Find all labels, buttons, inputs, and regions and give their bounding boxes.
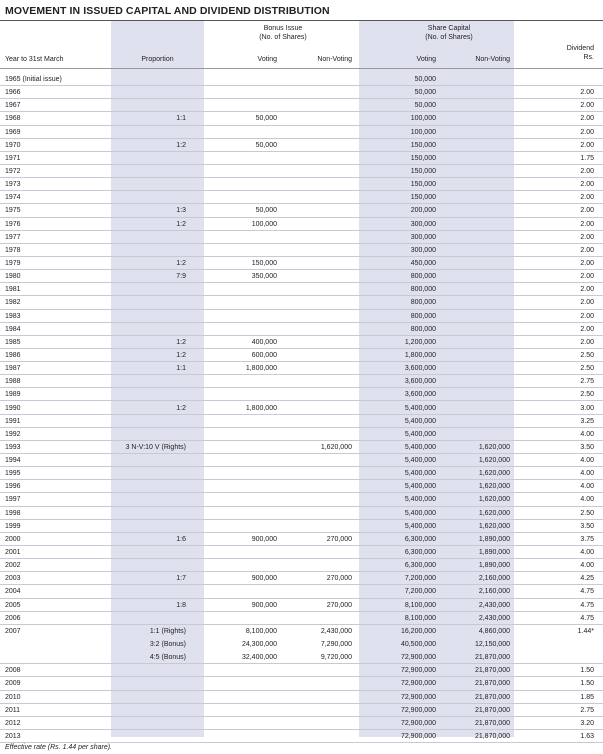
share-voting-cell: 8,100,000 xyxy=(404,601,436,609)
dividend-cell: 2.00 xyxy=(580,102,594,110)
bonus-voting-cell: 50,000 xyxy=(255,141,277,149)
share-voting-cell: 3,600,000 xyxy=(404,391,436,399)
table-row xyxy=(0,546,603,559)
dividend-cell: 4.25 xyxy=(580,575,594,583)
share-voting-cell: 50,000 xyxy=(414,89,436,97)
bonus-voting-cell: 600,000 xyxy=(251,351,277,359)
share-voting-cell: 5,400,000 xyxy=(404,470,436,478)
table-row xyxy=(0,388,603,401)
share-nonvoting-column-header: Non-Voting xyxy=(475,56,510,63)
proportion-cell: 1:6 xyxy=(176,535,186,543)
dividend-cell: 2.00 xyxy=(580,128,594,136)
dividend-cell: 3.20 xyxy=(580,719,594,727)
bonus-voting-cell: 8,100,000 xyxy=(245,627,277,635)
share-voting-cell: 5,400,000 xyxy=(404,443,436,451)
share-voting-cell: 5,400,000 xyxy=(404,496,436,504)
proportion-column-header: Proportion xyxy=(141,56,174,63)
share-voting-cell: 6,300,000 xyxy=(404,549,436,557)
share-voting-cell: 50,000 xyxy=(414,76,436,83)
year-cell: 1992 xyxy=(5,430,21,438)
proportion-cell: 7:9 xyxy=(176,273,186,281)
dividend-cell: 4.00 xyxy=(580,483,594,491)
share-nonvoting-cell: 1,620,000 xyxy=(478,443,510,451)
proportion-cell: 1:7 xyxy=(176,575,186,583)
dividend-cell: 1.63 xyxy=(580,733,594,740)
share-voting-cell: 300,000 xyxy=(410,220,436,228)
share-voting-cell: 800,000 xyxy=(410,312,436,320)
dividend-cell: 4.00 xyxy=(580,562,594,570)
share-voting-cell: 450,000 xyxy=(410,259,436,267)
share-nonvoting-cell: 21,870,000 xyxy=(474,654,510,662)
share-nonvoting-cell: 2,430,000 xyxy=(478,614,510,622)
year-cell: 2005 xyxy=(5,601,21,609)
year-cell: 2001 xyxy=(5,549,21,557)
table-row xyxy=(0,454,603,467)
year-cell: 1972 xyxy=(5,167,21,175)
share-voting-cell: 72,900,000 xyxy=(400,706,436,714)
dividend-cell: 1.85 xyxy=(580,693,594,701)
page-title: MOVEMENT IN ISSUED CAPITAL AND DIVIDEND DISTRIBUTION xyxy=(5,5,330,17)
share-nonvoting-cell: 1,620,000 xyxy=(478,470,510,478)
bonus-voting-column-header: Voting xyxy=(257,56,277,63)
dividend-cell: 2.00 xyxy=(580,167,594,175)
table-row xyxy=(0,402,603,415)
proportion-cell: 1:2 xyxy=(176,338,186,346)
table-row xyxy=(0,204,603,217)
share-voting-cell: 150,000 xyxy=(410,194,436,202)
share-nonvoting-cell: 2,430,000 xyxy=(478,601,510,609)
share-nonvoting-cell: 21,870,000 xyxy=(474,680,510,688)
dividend-cell: 4.75 xyxy=(580,588,594,596)
year-cell: 2011 xyxy=(5,706,21,714)
share-voting-cell: 3,600,000 xyxy=(404,378,436,386)
table-row xyxy=(0,362,603,375)
share-capital-group-header xyxy=(395,25,503,42)
share-voting-cell: 5,400,000 xyxy=(404,457,436,465)
table-row xyxy=(0,349,603,362)
proportion-cell: 1:1 (Rights) xyxy=(149,627,186,635)
share-voting-cell: 800,000 xyxy=(410,273,436,281)
table-row xyxy=(0,244,603,257)
share-voting-cell: 40,500,000 xyxy=(400,641,436,649)
table-row xyxy=(0,139,603,152)
proportion-cell: 3 N-V:10 V (Rights) xyxy=(125,443,186,451)
proportion-cell: 1:2 xyxy=(176,141,186,149)
table-row xyxy=(0,165,603,178)
share-voting-cell: 6,300,000 xyxy=(404,562,436,570)
dividend-cell: 4.75 xyxy=(580,614,594,622)
share-voting-cell: 150,000 xyxy=(410,167,436,175)
share-voting-cell: 72,900,000 xyxy=(400,719,436,727)
table-row xyxy=(0,323,603,336)
table-row xyxy=(0,585,603,598)
table-row xyxy=(0,691,603,704)
table-row xyxy=(0,717,603,730)
proportion-cell: 1:2 xyxy=(176,220,186,228)
year-cell: 1999 xyxy=(5,522,21,530)
year-cell: 1984 xyxy=(5,325,21,333)
bonus-voting-cell: 100,000 xyxy=(251,220,277,228)
bonus-issue-unit: (No. of Shares) xyxy=(259,33,307,41)
table-row xyxy=(0,257,603,270)
bonus-voting-cell: 400,000 xyxy=(251,338,277,346)
year-cell: 1993 xyxy=(5,443,21,451)
share-voting-cell: 72,900,000 xyxy=(400,667,436,675)
share-nonvoting-cell: 1,620,000 xyxy=(478,522,510,530)
table-row xyxy=(0,231,603,244)
year-cell: 2010 xyxy=(5,693,21,701)
year-cell: 1994 xyxy=(5,457,21,465)
share-nonvoting-cell: 2,160,000 xyxy=(478,575,510,583)
share-nonvoting-cell: 1,620,000 xyxy=(478,483,510,491)
share-voting-cell: 1,200,000 xyxy=(404,338,436,346)
year-cell: 1974 xyxy=(5,194,21,202)
dividend-cell: 4.00 xyxy=(580,549,594,557)
share-nonvoting-cell: 1,620,000 xyxy=(478,496,510,504)
share-voting-cell: 7,200,000 xyxy=(404,575,436,583)
dividend-cell: 2.00 xyxy=(580,312,594,320)
dividend-cell: 4.00 xyxy=(580,470,594,478)
table-row xyxy=(0,572,603,585)
table-row xyxy=(0,664,603,677)
share-nonvoting-cell: 21,870,000 xyxy=(474,719,510,727)
table-row xyxy=(0,625,603,638)
bonus-voting-cell: 150,000 xyxy=(251,259,277,267)
share-nonvoting-cell: 1,890,000 xyxy=(478,562,510,570)
dividend-cell: 4.75 xyxy=(580,601,594,609)
year-cell: 1988 xyxy=(5,378,21,386)
header-bottom-rule xyxy=(0,68,603,69)
year-cell: 1970 xyxy=(5,141,21,149)
year-cell: 1967 xyxy=(5,102,21,110)
proportion-cell: 3:2 (Bonus) xyxy=(149,641,186,649)
share-voting-cell: 8,100,000 xyxy=(404,614,436,622)
bonus-voting-cell: 24,300,000 xyxy=(241,641,277,649)
share-voting-cell: 6,300,000 xyxy=(404,535,436,543)
table-row xyxy=(0,152,603,165)
table-row xyxy=(0,283,603,296)
year-cell: 1986 xyxy=(5,351,21,359)
dividend-cell: 1.50 xyxy=(580,680,594,688)
dividend-cell: 2.50 xyxy=(580,391,594,399)
share-voting-cell: 100,000 xyxy=(410,115,436,123)
share-nonvoting-cell: 21,870,000 xyxy=(474,706,510,714)
dividend-cell: 2.00 xyxy=(580,207,594,215)
dividend-cell: 2.00 xyxy=(580,115,594,123)
proportion-cell: 1:1 xyxy=(176,365,186,373)
table-row xyxy=(0,73,603,86)
year-cell: 1978 xyxy=(5,246,21,254)
table-row xyxy=(0,99,603,112)
table-row xyxy=(0,296,603,309)
table-row xyxy=(0,270,603,283)
table-row xyxy=(0,507,603,520)
dividend-cell: 2.00 xyxy=(580,181,594,189)
table-row xyxy=(0,428,603,441)
bonus-nonvoting-cell: 270,000 xyxy=(326,575,352,583)
table-row xyxy=(0,112,603,125)
bonus-voting-cell: 900,000 xyxy=(251,535,277,543)
table-row xyxy=(0,441,603,454)
year-cell: 1968 xyxy=(5,115,21,123)
share-voting-cell: 16,200,000 xyxy=(400,627,436,635)
share-voting-cell: 5,400,000 xyxy=(404,509,436,517)
table-row xyxy=(0,310,603,323)
table-row xyxy=(0,638,603,651)
dividend-cell: 2.00 xyxy=(580,259,594,267)
share-nonvoting-cell: 1,890,000 xyxy=(478,549,510,557)
proportion-cell: 1:1 xyxy=(176,115,186,123)
year-cell: 1985 xyxy=(5,338,21,346)
year-cell: 2003 xyxy=(5,575,21,583)
dividend-cell: 2.00 xyxy=(580,246,594,254)
share-voting-column-header: Voting xyxy=(416,56,436,63)
year-cell: 2002 xyxy=(5,562,21,570)
bonus-nonvoting-cell: 7,290,000 xyxy=(320,641,352,649)
share-voting-cell: 800,000 xyxy=(410,286,436,294)
share-voting-cell: 7,200,000 xyxy=(404,588,436,596)
share-voting-cell: 3,600,000 xyxy=(404,365,436,373)
table-row xyxy=(0,599,603,612)
share-voting-cell: 300,000 xyxy=(410,233,436,241)
year-cell: 1990 xyxy=(5,404,21,412)
year-cell: 2013 xyxy=(5,733,21,740)
year-cell: 1989 xyxy=(5,391,21,399)
table-row xyxy=(0,336,603,349)
dividend-cell: 2.00 xyxy=(580,286,594,294)
dividend-cell: 2.00 xyxy=(580,338,594,346)
year-cell: 1975 xyxy=(5,207,21,215)
bonus-nonvoting-cell: 1,620,000 xyxy=(320,443,352,451)
table-row xyxy=(0,612,603,625)
year-cell: 2006 xyxy=(5,614,21,622)
dividend-cell: 4.00 xyxy=(580,457,594,465)
table-row xyxy=(0,126,603,139)
dividend-cell: 2.00 xyxy=(580,273,594,281)
dividend-cell: 2.50 xyxy=(580,351,594,359)
year-cell: 1981 xyxy=(5,286,21,294)
dividend-cell: 2.00 xyxy=(580,325,594,333)
year-cell: 1987 xyxy=(5,365,21,373)
dividend-cell: 3.50 xyxy=(580,522,594,530)
year-cell: 1973 xyxy=(5,181,21,189)
bonus-voting-cell: 900,000 xyxy=(251,601,277,609)
table-row xyxy=(0,559,603,572)
dividend-cell: 1.75 xyxy=(580,154,594,162)
dividend-cell: 2.00 xyxy=(580,220,594,228)
share-voting-cell: 150,000 xyxy=(410,154,436,162)
year-cell: 1983 xyxy=(5,312,21,320)
year-cell: 1971 xyxy=(5,154,21,162)
share-nonvoting-cell: 1,620,000 xyxy=(478,509,510,517)
year-cell: 1969 xyxy=(5,128,21,136)
year-cell: 2012 xyxy=(5,719,21,727)
dividend-cell: 2.00 xyxy=(580,141,594,149)
dividend-cell: 1.50 xyxy=(580,667,594,675)
dividend-cell: 2.00 xyxy=(580,299,594,307)
year-cell: 1995 xyxy=(5,470,21,478)
bonus-voting-cell: 350,000 xyxy=(251,273,277,281)
share-voting-cell: 150,000 xyxy=(410,181,436,189)
year-cell: 1980 xyxy=(5,273,21,281)
bonus-voting-cell: 50,000 xyxy=(255,207,277,215)
table-row xyxy=(0,651,603,664)
dividend-label: Dividend xyxy=(566,45,594,52)
footnote: Effective rate (Rs. 1.44 per share). xyxy=(5,744,112,751)
share-voting-cell: 5,400,000 xyxy=(404,522,436,530)
year-cell: 1998 xyxy=(5,509,21,517)
bonus-issue-group-header xyxy=(230,25,336,42)
share-nonvoting-cell: 4,860,000 xyxy=(478,627,510,635)
share-capital-label: Share Capital xyxy=(427,25,471,32)
proportion-cell: 1:2 xyxy=(176,404,186,412)
bonus-voting-cell: 32,400,000 xyxy=(241,654,277,662)
table-row xyxy=(0,677,603,690)
dividend-cell: 3.00 xyxy=(580,404,594,412)
share-voting-cell: 72,900,000 xyxy=(400,693,436,701)
share-voting-cell: 1,800,000 xyxy=(404,351,436,359)
share-voting-cell: 800,000 xyxy=(410,325,436,333)
year-cell: 1965 (Initial issue) xyxy=(5,76,62,83)
table-row xyxy=(0,704,603,717)
bonus-nonvoting-cell: 2,430,000 xyxy=(320,627,352,635)
year-cell: 1997 xyxy=(5,496,21,504)
bonus-issue-label: Bonus Issue xyxy=(263,25,303,32)
table-row xyxy=(0,520,603,533)
table-row xyxy=(0,191,603,204)
table-row xyxy=(0,178,603,191)
dividend-cell: 4.00 xyxy=(580,496,594,504)
share-nonvoting-cell: 12,150,000 xyxy=(474,641,510,649)
share-voting-cell: 50,000 xyxy=(414,102,436,110)
share-voting-cell: 800,000 xyxy=(410,299,436,307)
year-cell: 2009 xyxy=(5,680,21,688)
share-voting-cell: 300,000 xyxy=(410,246,436,254)
share-voting-cell: 5,400,000 xyxy=(404,404,436,412)
year-cell: 1996 xyxy=(5,483,21,491)
bonus-nonvoting-column-header: Non-Voting xyxy=(317,56,352,63)
table-row xyxy=(0,533,603,546)
table-row xyxy=(0,415,603,428)
dividend-cell: 2.00 xyxy=(580,89,594,97)
table-row xyxy=(0,86,603,99)
share-voting-cell: 5,400,000 xyxy=(404,430,436,438)
share-capital-unit: (No. of Shares) xyxy=(425,33,473,41)
share-nonvoting-cell: 1,620,000 xyxy=(478,457,510,465)
table-row xyxy=(0,467,603,480)
share-voting-cell: 72,900,000 xyxy=(400,733,436,740)
year-column-header: Year to 31st March xyxy=(5,56,64,63)
year-cell: 1979 xyxy=(5,259,21,267)
dividend-cell: 3.25 xyxy=(580,417,594,425)
table-row xyxy=(0,375,603,388)
dividend-header xyxy=(540,45,594,62)
proportion-cell: 1:2 xyxy=(176,259,186,267)
dividend-cell: 2.50 xyxy=(580,509,594,517)
dividend-cell: 2.00 xyxy=(580,194,594,202)
year-cell: 2004 xyxy=(5,588,21,596)
share-nonvoting-cell: 1,890,000 xyxy=(478,535,510,543)
dividend-cell: 4.00 xyxy=(580,430,594,438)
year-cell: 1977 xyxy=(5,233,21,241)
year-cell: 1966 xyxy=(5,89,21,97)
share-nonvoting-cell: 21,870,000 xyxy=(474,693,510,701)
table-row xyxy=(0,730,603,743)
dividend-cell: 3.75 xyxy=(580,535,594,543)
dividend-cell: 2.50 xyxy=(580,365,594,373)
dividend-cell: 2.75 xyxy=(580,378,594,386)
table-row xyxy=(0,218,603,231)
proportion-cell: 1:2 xyxy=(176,351,186,359)
dividend-unit: Rs. xyxy=(583,53,594,61)
share-voting-cell: 72,900,000 xyxy=(400,654,436,662)
bonus-nonvoting-cell: 9,720,000 xyxy=(320,654,352,662)
dividend-cell: 2.00 xyxy=(580,233,594,241)
bonus-voting-cell: 900,000 xyxy=(251,575,277,583)
share-nonvoting-cell: 21,870,000 xyxy=(474,733,510,740)
table-row xyxy=(0,493,603,506)
bonus-voting-cell: 50,000 xyxy=(255,115,277,123)
header-top-rule xyxy=(0,20,603,21)
dividend-cell: 1.44* xyxy=(577,627,594,635)
share-voting-cell: 5,400,000 xyxy=(404,417,436,425)
year-cell: 1991 xyxy=(5,417,21,425)
dividend-cell: 3.50 xyxy=(580,443,594,451)
bonus-voting-cell: 1,800,000 xyxy=(245,404,277,412)
share-nonvoting-cell: 21,870,000 xyxy=(474,667,510,675)
share-nonvoting-cell: 2,160,000 xyxy=(478,588,510,596)
share-voting-cell: 200,000 xyxy=(410,207,436,215)
share-voting-cell: 150,000 xyxy=(410,141,436,149)
proportion-cell: 4:5 (Bonus) xyxy=(149,654,186,662)
share-voting-cell: 100,000 xyxy=(410,128,436,136)
year-cell: 2008 xyxy=(5,667,21,675)
year-cell: 1982 xyxy=(5,299,21,307)
bonus-nonvoting-cell: 270,000 xyxy=(326,535,352,543)
bonus-nonvoting-cell: 270,000 xyxy=(326,601,352,609)
year-cell: 2007 xyxy=(5,627,21,635)
table-row xyxy=(0,480,603,493)
bonus-voting-cell: 1,800,000 xyxy=(245,365,277,373)
dividend-cell: 2.75 xyxy=(580,706,594,714)
proportion-cell: 1:3 xyxy=(176,207,186,215)
share-voting-cell: 5,400,000 xyxy=(404,483,436,491)
share-voting-cell: 72,900,000 xyxy=(400,680,436,688)
year-cell: 1976 xyxy=(5,220,21,228)
year-cell: 2000 xyxy=(5,535,21,543)
proportion-cell: 1:8 xyxy=(176,601,186,609)
